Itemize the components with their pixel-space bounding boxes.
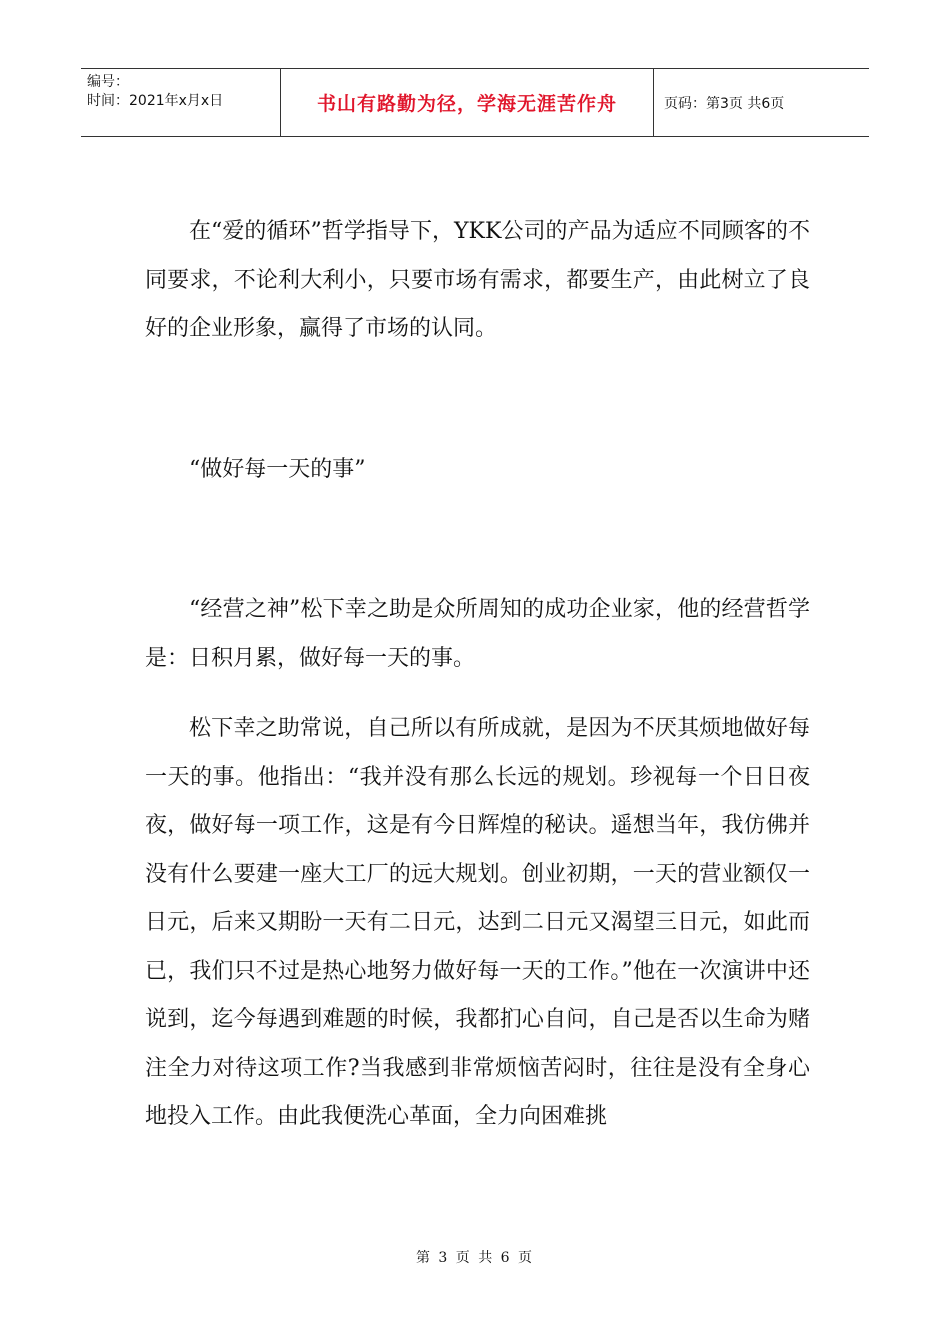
document-header [81,68,869,137]
header-meta [81,69,281,136]
spacer [145,683,810,705]
header-date: 时间：2021年x月x日 [87,93,224,109]
header-motto: 书山有路勤为径，学海无涯苦作舟 [281,69,654,136]
paragraph-matsushita-quote: 松下幸之助常说，自己所以有所成就，是因为不厌其烦地做好每一天的事。他指出：“我并没有那么长远的规划。珍视每一个日日夜夜，做好每一项工作，这是有今日辉煌的秘诀。遥想当年，我仿佛并没有什么要建一座大工厂的远大规划。创业初期，一天的营业额仅一日元，后来又期盼一天有二日元，达到二日元又渴望三日元，如此而已，我们只不过是热心地努力做好每一天的工作。”他在一次演讲中还说到，迄今每遇到难题的时候，我都扪心自问，自己是否以生命为赌注全力对待这项工作?当我感到非常烦恼苦闷时，往往是没有全身心地投入工作。由此我便洗心革面，全力向困难挑 [145,716,810,1129]
section-heading: “做好每一天的事” [189,456,366,482]
document-body [145,208,810,1142]
header-number-label: 编号： [87,74,129,90]
paragraph-ykk: 在“爱的循环”哲学指导下，YKK公司的产品为适应不同顾客的不同要求，不论利大利小，只要市场有需求，都要生产，由此树立了良好的企业形象，赢得了市场的认同。 [145,219,810,341]
spacer [145,354,810,446]
paragraph-matsushita-intro: “经营之神”松下幸之助是众所周知的成功企业家，他的经营哲学是：日积月累，做好每一天的事。 [145,597,810,671]
header-page-info: 页码：第3页 共6页 [664,95,785,112]
page-footer: 第 3 页 共 6 页 [415,1250,535,1266]
spacer [145,494,810,586]
